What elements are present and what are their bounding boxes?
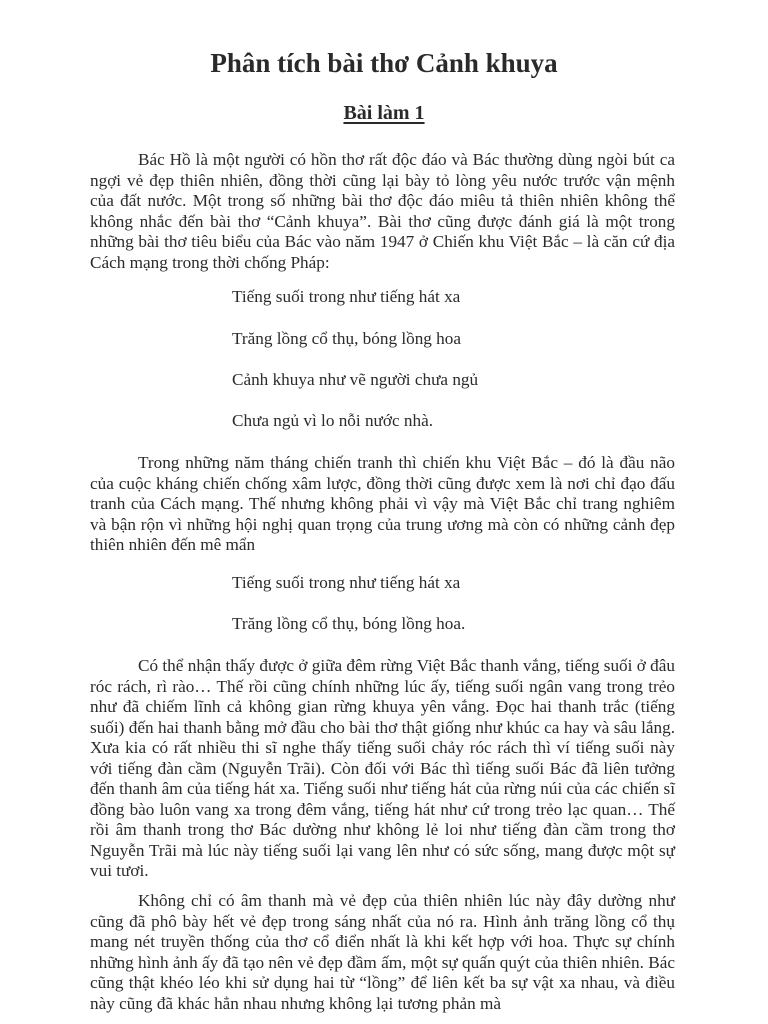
document-title: Phân tích bài thơ Cảnh khuya [210, 48, 558, 78]
poem-line: Trăng lồng cổ thụ, bóng lồng hoa. [232, 614, 466, 633]
paragraph-image-analysis: Không chỉ có âm thanh mà vẻ đẹp của thiên nhiên lúc này đây dường như cũng đã phô bày hết vẻ đẹp trong sáng nhất của nó ra. Hình ảnh trăng lồng cổ thụ mang nét truyền thống của thơ cổ điển nhất là khi kết hợp với hoa. Thực sự chính những hình ảnh ấy đã tạo nên vẻ đẹp đầm ấm, một sự quấn quýt của thiên nhiên. Bác cũng thật khéo léo khi sử dụng hai từ “lồng” để liên kết ba sự vật xa nhau, và điều này cũng đã khác hẳn nhau nhưng không lại tương phản mà [90, 891, 675, 1013]
essay-heading: Bài làm 1 [343, 102, 425, 124]
poem-line: Chưa ngủ vì lo nỗi nước nhà. [232, 411, 434, 430]
paragraph-sound-analysis: Có thể nhận thấy được ở giữa đêm rừng Việt Bắc thanh vắng, tiếng suối ở đâu róc rách, rì rào… Thế rồi cũng chính những lúc ấy, tiếng suối ngân vang trong trẻo như đã chiếm lĩnh cả không gian rừng khuya yên vắng. Đọc hai thanh trắc (tiếng suối) đến hai thanh bằng mở đầu cho bài thơ thật giống như khúc ca hay và sâu lắng. Xưa kia có rất nhiều thi sĩ nghe thấy tiếng suối chảy róc rách thì ví tiếng suối này với tiếng đàn cầm (Nguyễn Trãi). Còn đối với Bác thì tiếng suối Bác đã liên tưởng đến thanh âm của tiếng hát xa. Tiếng suối như tiếng hát của rừng núi của các chiến sĩ đồng bào luôn vang xa trong đêm vắng, tiếng hát như cứ trong trẻo lạc quan… Thế rồi âm thanh trong thơ Bác dường như không lẻ loi như tiếng đàn cầm trong thơ Nguyễn Trãi mà lúc này tiếng suối lại vang lên như có sức sống, mang được một sự vui tươi. [90, 656, 675, 880]
paragraph-context: Trong những năm tháng chiến tranh thì chiến khu Việt Bắc – đó là đầu não của cuộc kháng chiến chống xâm lược, đồng thời cũng được xem là nơi chỉ đạo đấu tranh của Cách mạng. Thế nhưng không phải vì vậy mà Việt Bắc chỉ trang nghiêm và bận rộn vì những hội nghị quan trọng của trung ương mà còn có những cảnh đẹp thiên nhiên đến mê mẩn [90, 453, 675, 554]
poem-line: Tiếng suối trong như tiếng hát xa [232, 287, 461, 306]
poem-line: Tiếng suối trong như tiếng hát xa [232, 573, 461, 592]
paragraph-intro: Bác Hồ là một người có hồn thơ rất độc đáo và Bác thường dùng ngòi bút ca ngợi vẻ đẹp thiên nhiên, đồng thời cũng lại bày tỏ lòng yêu nước trước vận mệnh của đất nước. Một trong số những bài thơ độc đáo miêu tả thiên nhiên không thể không nhắc đến bài thơ “Cảnh khuya”. Bài thơ cũng được đánh giá là một trong những bài thơ tiêu biểu của Bác vào năm 1947 ở Chiến khu Việt Bắc – là căn cứ địa Cách mạng trong thời chống Pháp: [90, 150, 675, 272]
poem-line: Trăng lồng cổ thụ, bóng lồng hoa [232, 329, 462, 348]
poem-line: Cảnh khuya như vẽ người chưa ngủ [232, 370, 479, 389]
